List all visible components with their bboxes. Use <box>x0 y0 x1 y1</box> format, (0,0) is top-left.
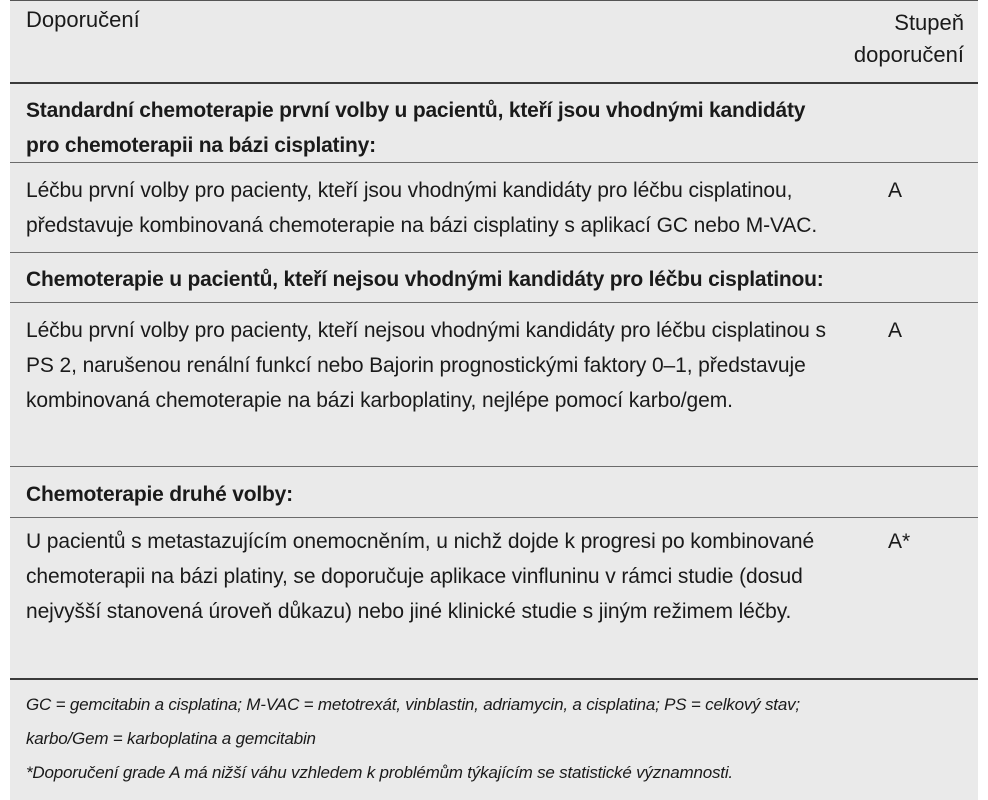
footnote-abbreviations-cont: karbo/Gem = karboplatina a gemcitabin <box>26 729 316 748</box>
section-2-grade: A <box>888 319 903 342</box>
grade-column-header: Stupeň doporučení <box>853 10 964 67</box>
section-1-divider <box>10 162 978 163</box>
table-header <box>10 0 978 83</box>
section-2-heading: Chemoterapie u pacientů, kteří nejsou vhodnými kandidáty pro léčbu cisplatinou: <box>26 268 824 291</box>
section-2-divider <box>10 302 978 303</box>
footnote-divider <box>10 678 978 680</box>
section-2-text: Léčbu první volby pro pacienty, kteří nejsou vhodnými kandidáty pro léčbu cisplatinou s PS 2, narušenou renální funkcí nebo Bajorin prognostickými faktory 0–1, představuje kombinovaná chemoterapie na bázi karboplatiny, nejlépe pomocí karbo/gem. <box>26 319 826 412</box>
section-3-divider <box>10 517 978 518</box>
recommendations-table <box>10 0 978 800</box>
footnote-grade-note: *Doporučení grade A má nižší váhu vzhledem k problémům týkajícím se statistické významnosti. <box>26 763 733 782</box>
section-3-text: U pacientů s metastazujícím onemocněním, u nichž dojde k progresi po kombinované chemoterapii na bázi platiny, se doporučuje aplikace vinfluninu v rámci studie (dosud nejvyšší stanovená úroveň důkazu) nebo jiné klinické studie s jiným režimem léčby. <box>26 530 815 623</box>
section-1-heading: Standardní chemoterapie první volby u pacientů, kteří jsou vhodnými kandidáty pro chemoterapii na bázi cisplatiny: <box>26 99 806 157</box>
header-divider <box>10 82 978 84</box>
section-1-grade: A <box>888 179 903 202</box>
recommendation-column-header: Doporučení <box>26 7 140 32</box>
section-divider <box>10 466 978 467</box>
section-1-text: Léčbu první volby pro pacienty, kteří jsou vhodnými kandidáty pro léčbu cisplatinou, představuje kombinovaná chemoterapie na bázi cisplatiny s aplikací GC nebo M-VAC. <box>26 179 818 237</box>
section-divider <box>10 252 978 253</box>
footnotes <box>26 688 966 790</box>
footnote-abbreviations: GC = gemcitabin a cisplatina; M-VAC = metotrexát, vinblastin, adriamycin, a cisplatina; PS = celkový stav; <box>26 695 800 714</box>
section-3-heading: Chemoterapie druhé volby: <box>26 483 293 506</box>
section-3-grade: A* <box>888 530 911 553</box>
